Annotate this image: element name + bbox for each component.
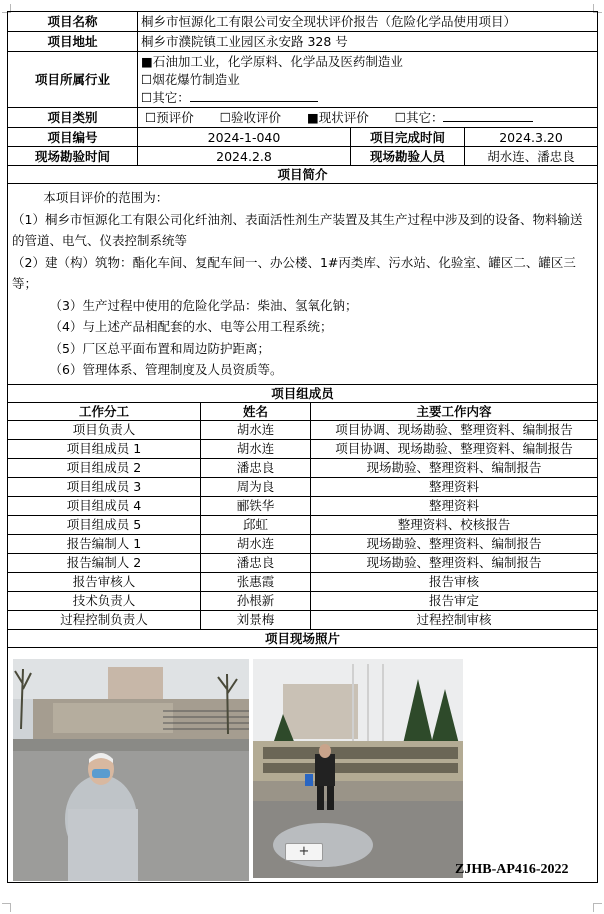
member-row	[8, 420, 598, 439]
intro-line: （1）桐乡市恒源化工有限公司化纤油剂、表面活性剂生产装置及其生产过程中涉及到的设备、物料输送的管道、电气、仪表控制系统等	[12, 211, 583, 248]
intro-line: （3）生产过程中使用的危险化学品：柴油、氢氧化钠；	[49, 297, 358, 313]
checkbox-icon: ☐	[145, 110, 157, 125]
member-role: 项目组成员 1	[8, 439, 201, 458]
member-work: 现场勘验、整理资料、编制报告	[311, 534, 598, 553]
blank-underline	[443, 109, 533, 122]
category-option: ☐预评价	[145, 110, 194, 125]
member-row	[8, 496, 598, 515]
checkbox-icon: ☐	[394, 110, 406, 125]
member-work: 现场勘验、整理资料、编制报告	[311, 458, 598, 477]
member-row	[8, 591, 598, 610]
category-options	[138, 108, 598, 128]
section-title-members: 项目组成员	[8, 384, 598, 402]
corner-mark	[2, 903, 11, 912]
category-option: ■现状评价	[306, 110, 369, 125]
member-work: 过程控制审核	[311, 610, 598, 629]
industry-option: ☐其它：	[141, 89, 594, 107]
label-project-name: 项目名称	[8, 12, 138, 32]
label-finish-time: 项目完成时间	[351, 128, 465, 147]
member-role: 报告编制人 2	[8, 553, 201, 572]
member-name: 胡水连	[201, 534, 311, 553]
member-name: 张惠霞	[201, 572, 311, 591]
label-survey-staff: 现场勘验人员	[351, 147, 465, 166]
member-work: 整理资料、校核报告	[311, 515, 598, 534]
member-role: 报告编制人 1	[8, 534, 201, 553]
member-role: 项目组成员 4	[8, 496, 201, 515]
member-role: 项目组成员 3	[8, 477, 201, 496]
member-role: 技术负责人	[8, 591, 201, 610]
members-header-work: 主要工作内容	[311, 402, 598, 420]
checkbox-icon: ☐	[141, 89, 153, 105]
member-name: 郦铁华	[201, 496, 311, 515]
members-header-role: 工作分工	[8, 402, 201, 420]
member-row	[8, 477, 598, 496]
project-address-value: 桐乡市濮院镇工业园区永安路 328 号	[138, 32, 598, 52]
member-row	[8, 553, 598, 572]
intro-line: 本项目评价的范围为：	[43, 190, 169, 205]
member-role: 过程控制负责人	[8, 610, 201, 629]
member-work: 整理资料	[311, 496, 598, 515]
industry-options	[138, 52, 598, 108]
members-header-name: 姓名	[201, 402, 311, 420]
member-name: 潘忠良	[201, 553, 311, 572]
survey-time-value: 2024.2.8	[138, 147, 351, 166]
project-info-table	[7, 11, 598, 883]
member-name: 邱虹	[201, 515, 311, 534]
checkbox-checked-icon: ■	[306, 110, 319, 125]
member-row	[8, 458, 598, 477]
label-project-industry: 项目所属行业	[8, 52, 138, 108]
checkbox-checked-icon: ■	[141, 53, 153, 69]
survey-staff-value: 胡水连、潘忠良	[465, 147, 598, 166]
member-row	[8, 610, 598, 629]
finish-time-value: 2024.3.20	[465, 128, 598, 147]
label-survey-time: 现场勘验时间	[8, 147, 138, 166]
site-photo-gate-person	[13, 659, 249, 881]
category-option: ☐验收评价	[219, 110, 281, 125]
member-row	[8, 515, 598, 534]
member-work: 项目协调、现场勘验、整理资料、编制报告	[311, 420, 598, 439]
section-title-photos: 项目现场照片	[8, 629, 598, 647]
member-name: 刘景梅	[201, 610, 311, 629]
intro-line: （6）管理体系、管理制度及人员资质等。	[49, 362, 283, 377]
member-role: 项目负责人	[8, 420, 201, 439]
member-work: 报告审核	[311, 572, 598, 591]
member-row	[8, 534, 598, 553]
project-intro	[8, 184, 598, 385]
project-number-value: 2024-1-040	[138, 128, 351, 147]
member-name: 孙根新	[201, 591, 311, 610]
member-row	[8, 439, 598, 458]
label-project-address: 项目地址	[8, 32, 138, 52]
add-button[interactable]: +	[285, 843, 323, 861]
member-row	[8, 572, 598, 591]
checkbox-icon: ☐	[141, 71, 153, 87]
member-work: 项目协调、现场勘验、整理资料、编制报告	[311, 439, 598, 458]
intro-line: （2）建（构）筑物：酯化车间、复配车间一、办公楼、1#丙类库、污水站、化验室、罐区二、罐区三等；	[12, 254, 576, 291]
category-option: ☐其它：	[395, 110, 534, 125]
corner-mark	[593, 903, 602, 912]
intro-line: （4）与上述产品相配套的水、电等公用工程系统；	[49, 319, 333, 334]
section-title-intro: 项目简介	[8, 166, 598, 184]
member-name: 周为良	[201, 477, 311, 496]
label-project-number: 项目编号	[8, 128, 138, 147]
label-project-category: 项目类别	[8, 108, 138, 128]
industry-option: ☐烟花爆竹制造业	[141, 71, 240, 87]
member-role: 项目组成员 5	[8, 515, 201, 534]
member-name: 潘忠良	[201, 458, 311, 477]
checkbox-icon: ☐	[219, 110, 231, 125]
blank-underline	[190, 89, 318, 102]
member-work: 报告审定	[311, 591, 598, 610]
intro-line: （5）厂区总平面布置和周边防护距离；	[49, 340, 270, 356]
project-name-value: 桐乡市恒源化工有限公司安全现状评价报告（危险化学品使用项目）	[138, 12, 598, 32]
member-name: 胡水连	[201, 439, 311, 458]
document-code: ZJHB-AP416-2022	[455, 862, 569, 877]
member-role: 项目组成员 2	[8, 458, 201, 477]
industry-option: ■石油加工业，化学原料、化学品及医药制造业	[141, 53, 403, 69]
member-work: 整理资料	[311, 477, 598, 496]
member-work: 现场勘验、整理资料、编制报告	[311, 553, 598, 572]
member-role: 报告审核人	[8, 572, 201, 591]
member-name: 胡水连	[201, 420, 311, 439]
